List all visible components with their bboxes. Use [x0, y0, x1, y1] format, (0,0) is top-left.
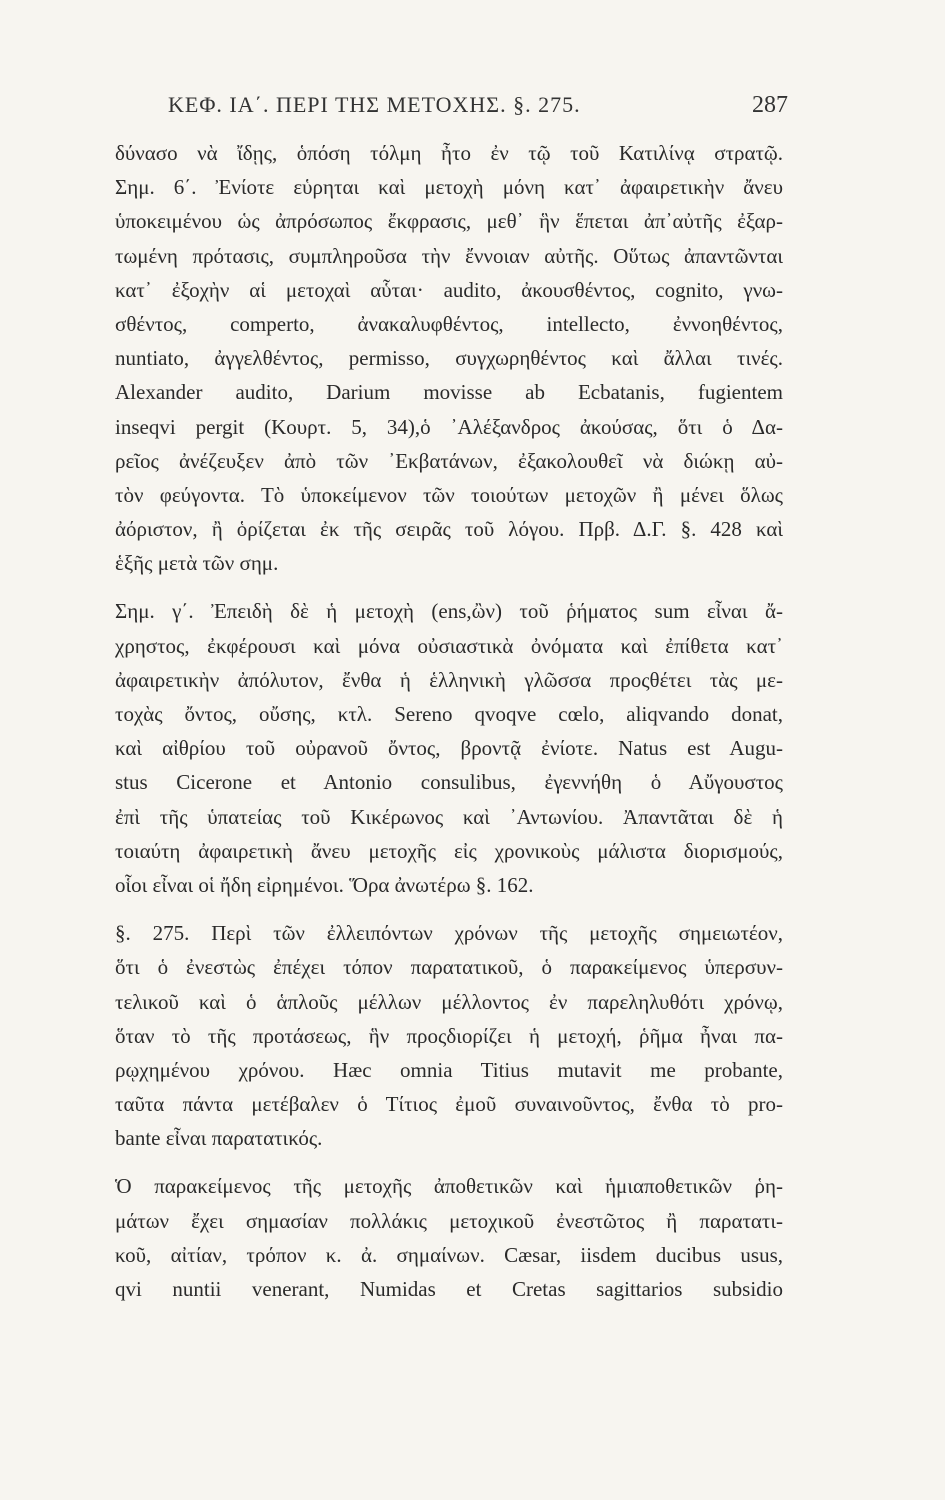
- running-head: ΚΕΦ. ΙΑ΄. ΠΕΡΙ ΤΗΣ ΜΕΤΟΧΗΣ. §. 275.: [168, 92, 581, 117]
- text-line: ταῦτα πάντα μετέβαλεν ὁ Τίτιος ἐμοῦ συναινοῦντος, ἔνθα τὸ pro-: [115, 1092, 783, 1117]
- text-line: Σημ. γ΄. Ἐπειδὴ δὲ ἡ μετοχὴ (ens,ὢν) τοῦ ῥήματος sum εἶναι ἄ-: [115, 599, 783, 624]
- paragraph-gap: [115, 1155, 783, 1169]
- text-line: τοχὰς ὄντος, οὔσης, κτλ. Sereno qvoqve cœlo, aliqvando donat,: [115, 702, 783, 726]
- text-line: ἐπὶ τῆς ὑπατείας τοῦ Κικέρωνος καὶ ᾽Αντωνίου. Ἀπαντᾶται δὲ ἡ: [115, 804, 783, 829]
- text-line: ἀόριστον, ἢ ὁρίζεται ἐκ τῆς σειρᾶς τοῦ λόγου. Πρβ. Δ.Γ. §. 428 καὶ: [115, 517, 783, 542]
- text-line: ὑποκειμένου ὡς ἀπρόσωπος ἔκφρασις, μεθ᾽ ἣν ἕπεται ἀπ᾽αὐτῆς ἐξαρ-: [115, 209, 783, 234]
- text-line: §. 275. Περὶ τῶν ἐλλειπόντων χρόνων τῆς μετοχῆς σημειωτέον,: [115, 921, 783, 946]
- text-line: τελικοῦ καὶ ὁ ἁπλοῦς μέλλων μέλλοντος ἐν παρεληλυθότι χρόνῳ,: [115, 989, 783, 1014]
- text-line: μάτων ἔχει σημασίαν πολλάκις μετοχικοῦ ἐνεστῶτος ἢ παρατατι-: [115, 1208, 783, 1233]
- paragraph-perfect-participle: [115, 1169, 783, 1306]
- text-line: ἀφαιρετικὴν ἀπόλυτον, ἔνθα ἡ ἑλληνικὴ γλῶσσα προςθέτει τὰς με-: [115, 667, 783, 692]
- paragraph-section-275: [115, 916, 783, 1155]
- text-line: ἑξῆς μετὰ τῶν σημ.: [115, 551, 279, 576]
- text-line: κοῦ, αἰτίαν, τρόπον κ. ἀ. σημαίνων. Cæsar, iisdem ducibus usus,: [115, 1242, 783, 1267]
- text-line: ρῳχημένου χρόνου. Hæc omnia Titius mutavit me probante,: [115, 1057, 783, 1082]
- text-line: ὅτι ὁ ἐνεστὼς ἐπέχει τόπον παρατατικοῦ, ὁ παρακείμενος ὑπερσυν-: [115, 955, 783, 980]
- text-line: τὸν φεύγοντα. Τὸ ὑποκείμενον τῶν τοιούτων μετοχῶν ἢ μένει ὅλως: [115, 482, 783, 507]
- text-line: inseqvi pergit (Κουρτ. 5, 34),ὁ ᾽Αλέξανδρος ἀκούσας, ὅτι ὁ Δα-: [115, 414, 783, 439]
- text-line: bante εἶναι παρατατικός.: [115, 1126, 323, 1151]
- text-line: σθέντος, comperto, ἀνακαλυφθέντος, intellecto, ἐννοηθέντος,: [115, 311, 783, 336]
- text-line: qvi nuntii venerant, Numidas et Cretas sagittarios subsidio: [115, 1277, 783, 1301]
- page-number: 287: [752, 92, 788, 118]
- text-line: stus Cicerone et Antonio consulibus, ἐγεννήθη ὁ Αὔγουστος: [115, 770, 783, 795]
- body-text: [115, 136, 783, 1306]
- text-line: ὅταν τὸ τῆς προτάσεως, ἣν προςδιορίζει ἡ μετοχή, ῥῆμα ἦναι πα-: [115, 1023, 783, 1048]
- text-line: Alexander audito, Darium movisse ab Ecbatanis, fugientem: [115, 380, 783, 405]
- text-line: καὶ αἰθρίου τοῦ οὐρανοῦ ὄντος, βροντᾷ ἐνίοτε. Natus est Augu-: [115, 736, 783, 761]
- text-line: ρεῖος ἀνέζευξεν ἀπὸ τῶν ᾽Εκβατάνων, ἐξακολουθεῖ νὰ διώκῃ αὐ-: [115, 448, 783, 473]
- page-header: [168, 92, 788, 126]
- paragraph-gap: [115, 902, 783, 916]
- text-line: Ὁ παρακείμενος τῆς μετοχῆς ἀποθετικῶν καὶ ἡμιαποθετικῶν ῥη-: [115, 1174, 783, 1199]
- paragraph-gap: [115, 580, 783, 594]
- text-line: χρηστος, ἐκφέρουσι καὶ μόνα οὐσιαστικὰ ὀνόματα καὶ ἐπίθετα κατ᾽: [115, 633, 783, 658]
- text-line: οἷοι εἶναι οἱ ἤδη εἰρημένοι. Ὅρα ἀνωτέρω §. 162.: [115, 872, 534, 897]
- text-line: nuntiato, ἀγγελθέντος, permisso, συγχωρηθέντος καὶ ἄλλαι τινές.: [115, 346, 783, 371]
- paragraph-note-c: [115, 594, 783, 902]
- text-line: δύνασο νὰ ἴδῃς, ὁπόση τόλμη ἦτο ἐν τῷ τοῦ Κατιλίνᾳ στρατῷ.: [115, 141, 783, 165]
- paragraph-note-b: [115, 136, 783, 580]
- text-line: Σημ. 6΄. Ἐνίοτε εὑρηται καὶ μετοχὴ μόνη κατ᾽ ἀφαιρετικὴν ἄνευ: [115, 175, 783, 200]
- text-line: κατ᾽ ἐξοχὴν αἱ μετοχαὶ αὗται· audito, ἀκουσθέντος, cognito, γνω-: [115, 277, 783, 302]
- text-line: τοιαύτη ἀφαιρετικὴ ἄνευ μετοχῆς εἰς χρονικοὺς μάλιστα διορισμούς,: [115, 838, 783, 863]
- text-line: τωμένη πρότασις, συμπληροῦσα τὴν ἔννοιαν αὐτῆς. Οὕτως ἀπαντῶνται: [115, 243, 783, 268]
